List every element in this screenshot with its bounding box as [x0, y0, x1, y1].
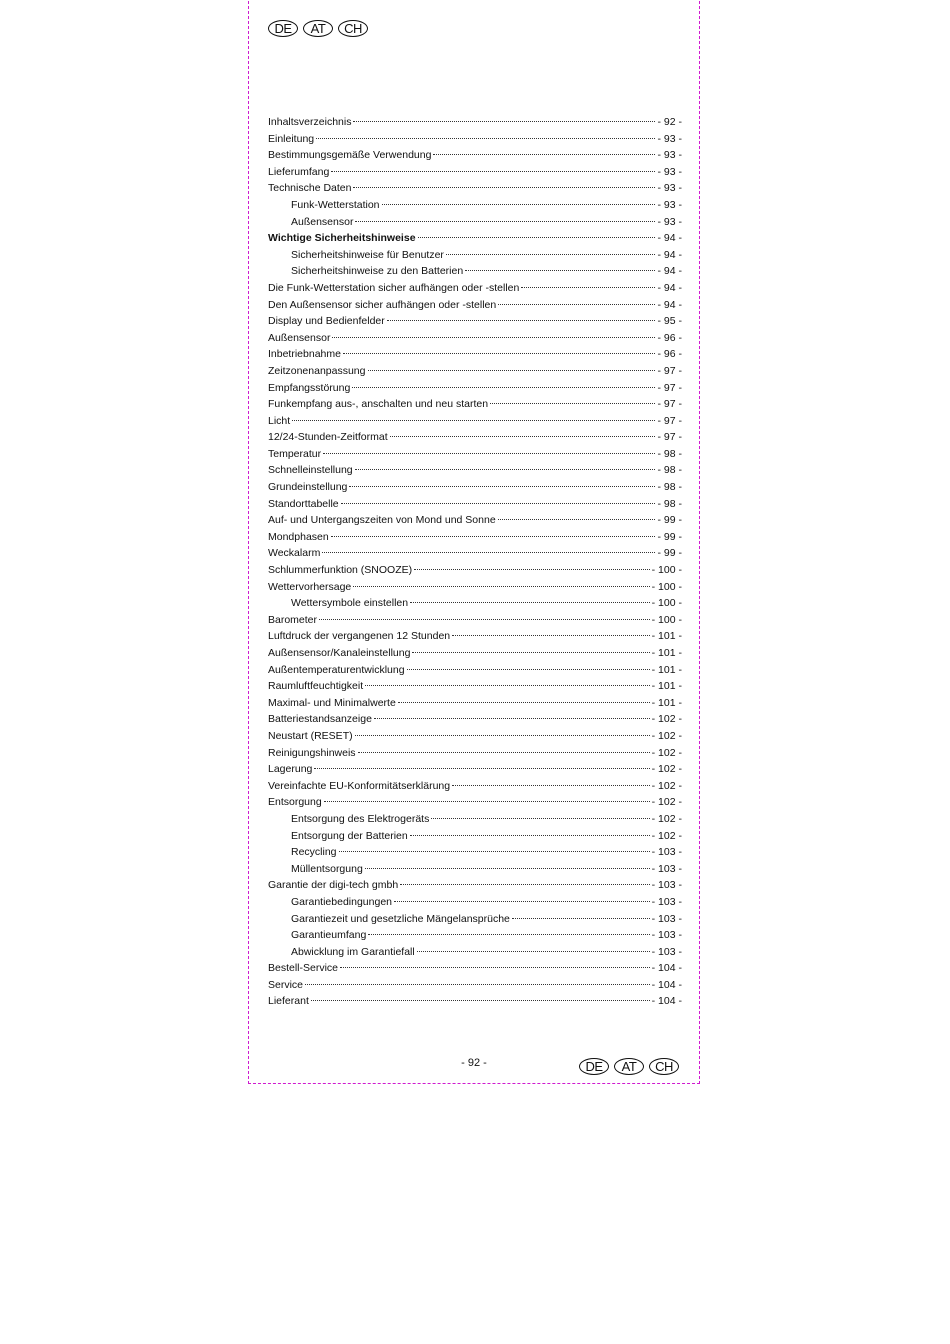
toc-entry-label: Bestell-Service	[268, 962, 339, 975]
toc-entry-label: 12/24-Stunden-Zeitformat	[268, 431, 388, 444]
toc-entry[interactable]	[268, 232, 682, 249]
toc-leader-dots	[374, 718, 650, 719]
toc-leader-dots	[431, 818, 649, 819]
toc-entry-label: Reinigungshinweis	[268, 746, 356, 759]
toc-leader-dots	[311, 1000, 650, 1001]
toc-entry[interactable]	[268, 697, 682, 714]
toc-entry[interactable]	[268, 498, 682, 515]
toc-entry-label: Außensensor	[268, 331, 331, 344]
table-of-contents	[268, 116, 682, 1012]
toc-entry[interactable]	[268, 763, 682, 780]
toc-entry[interactable]	[268, 929, 682, 946]
toc-leader-dots	[323, 453, 655, 454]
toc-leader-dots	[368, 934, 649, 935]
toc-leader-dots	[498, 519, 656, 520]
country-badge-ch: CH	[649, 1058, 679, 1075]
toc-leader-dots	[355, 469, 656, 470]
toc-entry-page: - 93 -	[657, 165, 682, 178]
toc-entry[interactable]	[268, 182, 682, 199]
toc-entry-page: - 100 -	[651, 580, 682, 593]
toc-entry-page: - 97 -	[657, 414, 682, 427]
toc-entry-label: Entsorgung	[268, 796, 322, 809]
toc-leader-dots	[340, 967, 650, 968]
toc-entry-label: Garantieumfang	[291, 929, 367, 942]
toc-entry-page: - 102 -	[651, 812, 682, 825]
toc-leader-dots	[417, 951, 650, 952]
toc-entry-label: Technische Daten	[268, 182, 352, 195]
toc-leader-dots	[410, 602, 650, 603]
toc-entry-label: Den Außensensor sicher aufhängen oder -stellen	[268, 298, 497, 311]
toc-entry-label: Zeitzonenanpassung	[268, 364, 366, 377]
toc-leader-dots	[332, 337, 655, 338]
toc-leader-dots	[343, 353, 656, 354]
toc-entry[interactable]	[268, 830, 682, 847]
page-number: - 92 -	[461, 1057, 487, 1069]
toc-entry-label: Maximal- und Minimalwerte	[268, 696, 396, 709]
toc-leader-dots	[390, 436, 656, 437]
toc-entry[interactable]	[268, 315, 682, 332]
toc-entry-label: Wichtige Sicherheitshinweise	[268, 232, 416, 245]
toc-entry-label: Außentemperaturentwicklung	[268, 663, 405, 676]
toc-entry-label: Außensensor/Kanaleinstellung	[268, 647, 411, 659]
toc-entry-page: - 102 -	[651, 746, 682, 759]
toc-entry-label: Weckalarm	[268, 547, 321, 560]
toc-entry-label: Service	[268, 978, 304, 991]
toc-entry[interactable]	[268, 332, 682, 349]
toc-entry-label: Sicherheitshinweise zu den Batterien	[291, 265, 464, 278]
toc-entry-page: - 93 -	[657, 198, 682, 211]
toc-leader-dots	[365, 868, 650, 869]
toc-entry[interactable]	[268, 581, 682, 598]
toc-entry-page: - 99 -	[657, 530, 682, 543]
toc-entry-page: - 103 -	[651, 912, 682, 925]
toc-entry[interactable]	[268, 730, 682, 747]
toc-leader-dots	[331, 171, 655, 172]
toc-entry-page: - 103 -	[651, 879, 682, 892]
toc-entry[interactable]	[268, 946, 682, 963]
toc-entry-label: Entsorgung des Elektrogeräts	[291, 812, 430, 825]
toc-leader-dots	[521, 287, 655, 288]
toc-entry-page: - 104 -	[651, 962, 682, 975]
toc-leader-dots	[412, 652, 649, 653]
toc-entry-page: - 103 -	[651, 945, 682, 958]
toc-leader-dots	[322, 552, 655, 553]
toc-entry-label: Grundeinstellung	[268, 481, 348, 494]
country-badge-ch: CH	[338, 20, 368, 37]
toc-entry[interactable]	[268, 415, 682, 432]
toc-entry-page: - 97 -	[657, 364, 682, 377]
toc-entry[interactable]	[268, 547, 682, 564]
toc-leader-dots	[358, 752, 650, 753]
toc-entry[interactable]	[268, 531, 682, 548]
toc-entry-page: - 94 -	[657, 248, 682, 261]
toc-entry-page: - 98 -	[657, 464, 682, 477]
toc-entry[interactable]	[268, 265, 682, 282]
toc-entry-page: - 102 -	[651, 779, 682, 792]
toc-entry[interactable]	[268, 680, 682, 697]
toc-leader-dots	[400, 884, 649, 885]
toc-leader-dots	[410, 835, 650, 836]
toc-entry-page: - 98 -	[657, 497, 682, 510]
toc-leader-dots	[490, 403, 655, 404]
toc-entry[interactable]	[268, 382, 682, 399]
toc-entry[interactable]	[268, 664, 682, 681]
toc-entry[interactable]	[268, 713, 682, 730]
country-badge-at: AT	[303, 20, 333, 37]
toc-entry-page: - 100 -	[651, 613, 682, 626]
toc-entry[interactable]	[268, 564, 682, 581]
toc-entry-label: Auf- und Untergangszeiten von Mond und Sonne	[268, 514, 496, 527]
toc-leader-dots	[316, 138, 655, 139]
toc-leader-dots	[387, 320, 656, 321]
toc-entry-page: - 98 -	[657, 447, 682, 460]
toc-entry-label: Garantiezeit und gesetzliche Mängelansprüche	[291, 912, 510, 925]
toc-entry-label: Sicherheitshinweise für Benutzer	[291, 248, 444, 261]
toc-entry-label: Raumluftfeuchtigkeit	[268, 680, 364, 693]
toc-entry[interactable]	[268, 796, 682, 813]
toc-leader-dots	[353, 586, 649, 587]
toc-entry-label: Lieferumfang	[268, 165, 330, 178]
toc-entry-page: - 100 -	[651, 564, 682, 577]
toc-entry[interactable]	[268, 249, 682, 266]
toc-entry-page: - 101 -	[651, 680, 682, 693]
toc-entry[interactable]	[268, 813, 682, 830]
toc-entry[interactable]	[268, 780, 682, 797]
toc-entry-page: - 101 -	[651, 663, 682, 676]
toc-leader-dots	[418, 237, 656, 238]
country-badge-at: AT	[614, 1058, 644, 1075]
toc-leader-dots	[353, 121, 655, 122]
toc-leader-dots	[365, 685, 650, 686]
toc-entry-label: Inhaltsverzeichnis	[268, 116, 352, 128]
toc-entry-page: - 94 -	[657, 232, 682, 245]
toc-entry-page: - 99 -	[657, 514, 682, 527]
toc-entry-page: - 93 -	[657, 182, 682, 195]
toc-leader-dots	[292, 420, 655, 421]
toc-entry[interactable]	[268, 979, 682, 996]
toc-entry[interactable]	[268, 464, 682, 481]
country-badges-header	[268, 20, 368, 37]
toc-entry-page: - 97 -	[657, 431, 682, 444]
toc-entry-page: - 103 -	[651, 862, 682, 875]
toc-entry-label: Bestimmungsgemäße Verwendung	[268, 149, 432, 162]
toc-entry-page: - 94 -	[657, 298, 682, 311]
toc-entry-page: - 100 -	[651, 597, 682, 610]
toc-entry-label: Schlummerfunktion (SNOOZE)	[268, 564, 413, 577]
toc-entry[interactable]	[268, 448, 682, 465]
toc-leader-dots	[324, 801, 650, 802]
toc-leader-dots	[339, 851, 650, 852]
toc-entry-label: Empfangsstörung	[268, 381, 351, 394]
toc-entry-page: - 92 -	[657, 116, 682, 128]
toc-entry-label: Schnelleinstellung	[268, 464, 353, 477]
toc-entry-page: - 103 -	[651, 846, 682, 859]
toc-entry-page: - 104 -	[651, 995, 682, 1008]
toc-entry-label: Licht	[268, 414, 291, 427]
toc-entry-page: - 102 -	[651, 713, 682, 726]
toc-entry-label: Batteriestandsanzeige	[268, 713, 372, 726]
toc-entry[interactable]	[268, 995, 682, 1012]
toc-entry-page: - 93 -	[657, 149, 682, 162]
toc-leader-dots	[414, 569, 650, 570]
toc-entry[interactable]	[268, 481, 682, 498]
toc-entry[interactable]	[268, 199, 682, 216]
toc-entry[interactable]	[268, 597, 682, 614]
toc-entry-page: - 95 -	[657, 315, 682, 328]
toc-entry-label: Recycling	[291, 846, 337, 859]
toc-entry[interactable]	[268, 879, 682, 896]
toc-entry-page: - 99 -	[657, 547, 682, 560]
toc-leader-dots	[446, 254, 656, 255]
toc-entry-label: Außensensor	[291, 215, 354, 228]
toc-entry-label: Display und Bedienfelder	[268, 315, 385, 328]
toc-entry-label: Funkempfang aus-, anschalten und neu starten	[268, 398, 489, 411]
country-badge-de: DE	[579, 1058, 609, 1075]
toc-entry-page: - 102 -	[651, 796, 682, 809]
toc-entry[interactable]	[268, 166, 682, 183]
toc-entry-page: - 102 -	[651, 763, 682, 776]
toc-leader-dots	[394, 901, 650, 902]
country-badges-footer	[579, 1058, 679, 1075]
toc-entry[interactable]	[268, 116, 682, 133]
toc-entry[interactable]	[268, 863, 682, 880]
toc-leader-dots	[452, 785, 650, 786]
country-badge-de: DE	[268, 20, 298, 37]
toc-leader-dots	[349, 486, 655, 487]
toc-entry[interactable]	[268, 614, 682, 631]
toc-leader-dots	[331, 536, 656, 537]
toc-entry-label: Luftdruck der vergangenen 12 Stunden	[268, 630, 451, 643]
toc-entry-page: - 93 -	[657, 132, 682, 145]
toc-entry[interactable]	[268, 282, 682, 299]
toc-entry-label: Entsorgung der Batterien	[291, 829, 408, 842]
toc-entry[interactable]	[268, 913, 682, 930]
toc-entry-label: Die Funk-Wetterstation sicher aufhängen oder -stellen	[268, 281, 520, 294]
toc-entry-label: Mondphasen	[268, 530, 329, 543]
toc-leader-dots	[314, 768, 649, 769]
toc-entry[interactable]	[268, 149, 682, 166]
toc-leader-dots	[319, 619, 650, 620]
toc-entry[interactable]	[268, 846, 682, 863]
toc-entry[interactable]	[268, 896, 682, 913]
toc-entry-page: - 103 -	[651, 929, 682, 942]
toc-entry[interactable]	[268, 747, 682, 764]
toc-entry-page: - 93 -	[657, 215, 682, 228]
toc-entry-page: - 94 -	[657, 281, 682, 294]
toc-entry-label: Einleitung	[268, 132, 315, 145]
toc-entry-label: Vereinfachte EU-Konformitätserklärung	[268, 779, 451, 792]
toc-leader-dots	[355, 221, 655, 222]
toc-leader-dots	[352, 387, 655, 388]
toc-entry-label: Barometer	[268, 613, 318, 626]
toc-leader-dots	[382, 204, 656, 205]
toc-entry-label: Lieferant	[268, 995, 309, 1008]
toc-entry-page: - 94 -	[657, 265, 682, 278]
toc-entry-label: Lagerung	[268, 763, 313, 776]
toc-leader-dots	[368, 370, 656, 371]
toc-entry[interactable]	[268, 348, 682, 365]
toc-leader-dots	[398, 702, 650, 703]
toc-entry[interactable]	[268, 431, 682, 448]
toc-leader-dots	[353, 187, 655, 188]
toc-entry-page: - 97 -	[657, 381, 682, 394]
toc-leader-dots	[341, 503, 656, 504]
toc-entry-label: Garantiebedingungen	[291, 895, 393, 908]
toc-leader-dots	[512, 918, 650, 919]
toc-entry[interactable]	[268, 365, 682, 382]
toc-leader-dots	[433, 154, 655, 155]
toc-entry[interactable]	[268, 398, 682, 415]
toc-entry-page: - 103 -	[651, 895, 682, 908]
toc-entry[interactable]	[268, 647, 682, 664]
toc-entry-label: Abwicklung im Garantiefall	[291, 945, 415, 958]
toc-entry-page: - 96 -	[657, 348, 682, 361]
toc-entry-label: Funk-Wetterstation	[291, 198, 380, 211]
toc-leader-dots	[305, 984, 650, 985]
toc-entry-page: - 96 -	[657, 331, 682, 344]
toc-entry[interactable]	[268, 133, 682, 150]
toc-leader-dots	[452, 635, 650, 636]
page-frame	[248, 0, 700, 1084]
toc-entry-page: - 102 -	[651, 829, 682, 842]
toc-entry-label: Müllentsorgung	[291, 862, 363, 875]
toc-entry-label: Garantie der digi-tech gmbh	[268, 879, 399, 892]
toc-entry-page: - 102 -	[651, 729, 682, 742]
toc-entry-page: - 98 -	[657, 481, 682, 494]
toc-leader-dots	[498, 304, 655, 305]
toc-entry-label: Wettervorhersage	[268, 580, 352, 593]
toc-leader-dots	[407, 669, 650, 670]
toc-leader-dots	[355, 735, 650, 736]
toc-entry-page: - 101 -	[651, 696, 682, 709]
toc-entry[interactable]	[268, 299, 682, 316]
toc-entry[interactable]	[268, 630, 682, 647]
toc-entry-label: Wettersymbole einstellen	[291, 597, 409, 610]
toc-entry[interactable]	[268, 216, 682, 233]
toc-entry-label: Neustart (RESET)	[268, 729, 353, 742]
toc-leader-dots	[465, 270, 655, 271]
toc-entry-label: Inbetriebnahme	[268, 348, 341, 361]
toc-entry-page: - 101 -	[651, 630, 682, 643]
toc-entry-page: - 101 -	[651, 647, 682, 659]
toc-entry-label: Standorttabelle	[268, 497, 339, 510]
toc-entry[interactable]	[268, 514, 682, 531]
toc-entry[interactable]	[268, 962, 682, 979]
toc-entry-page: - 97 -	[657, 398, 682, 411]
toc-entry-label: Temperatur	[268, 447, 322, 460]
toc-entry-page: - 104 -	[651, 978, 682, 991]
